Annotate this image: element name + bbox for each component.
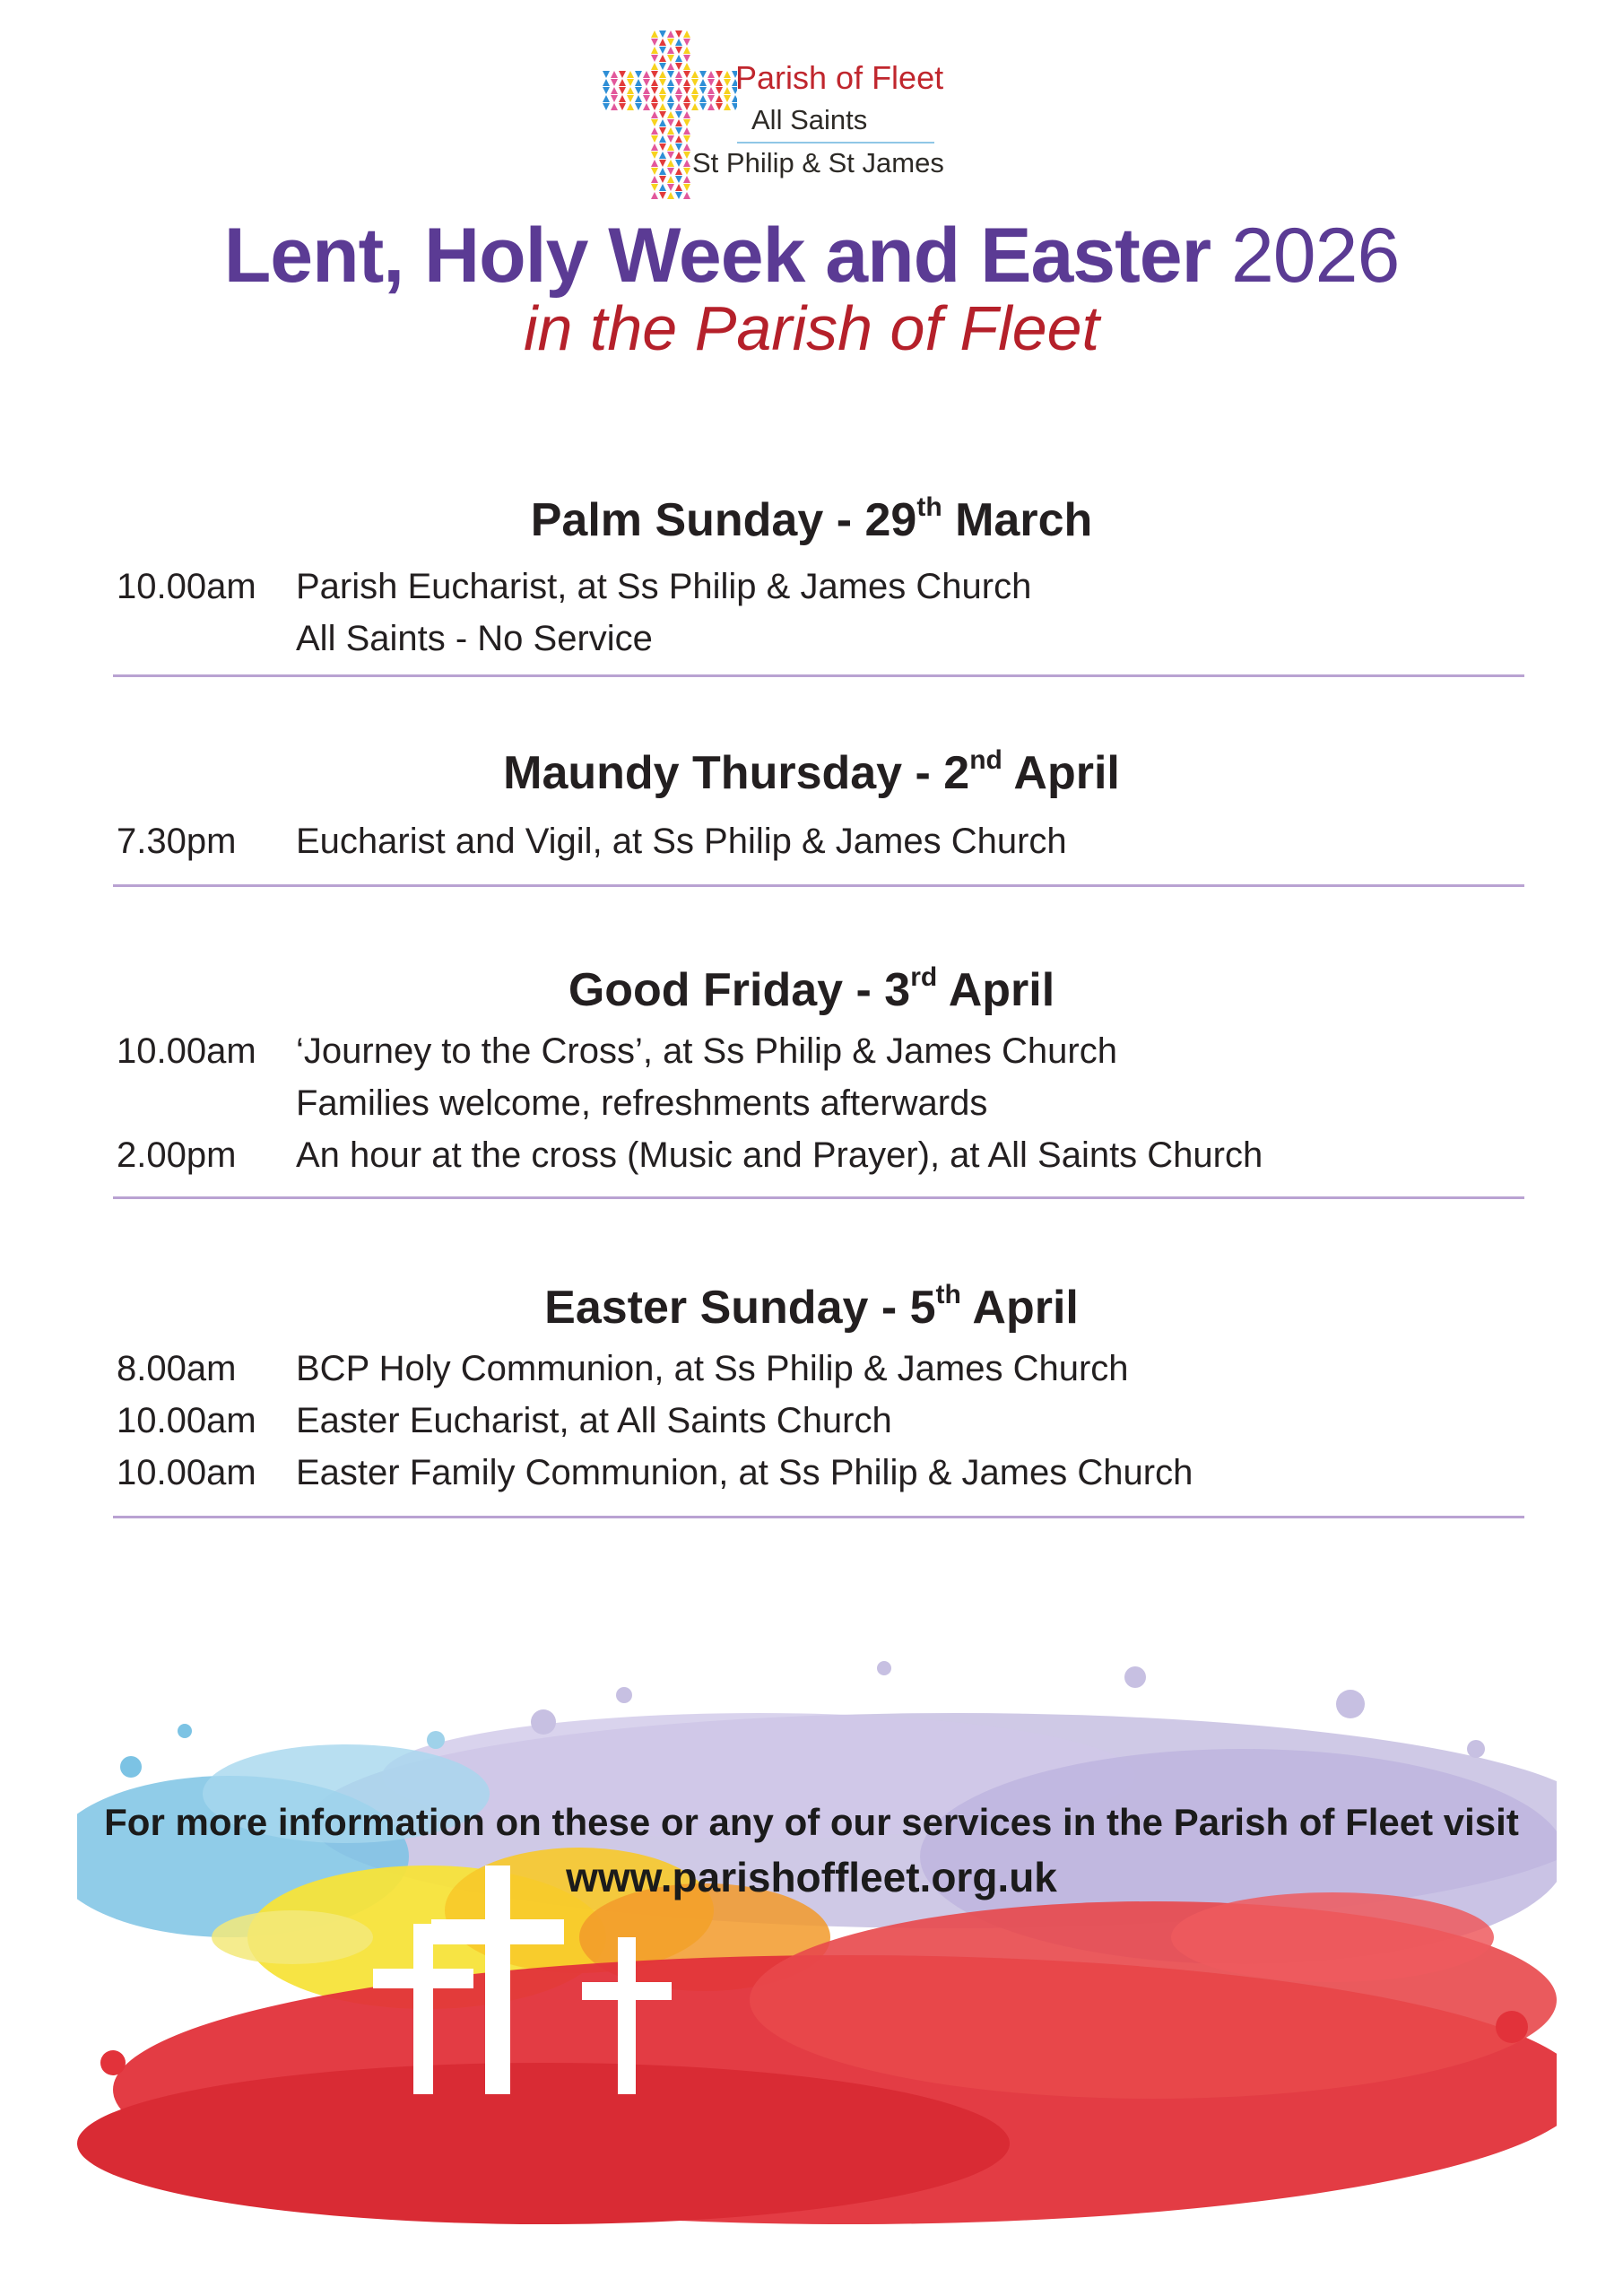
paint-splash-artwork: [77, 1641, 1557, 2224]
service-desc: BCP Holy Communion, at Ss Philip & James Church: [296, 1349, 1129, 1388]
section-divider: [113, 674, 1524, 677]
section-divider: [113, 1196, 1524, 1199]
service-time: 7.30pm: [117, 822, 237, 861]
service-row: [117, 1135, 1263, 1176]
section-divider: [113, 884, 1524, 887]
section-heading-good-friday: Good Friday - 3rd April: [568, 962, 1055, 1016]
title-main: Lent, Holy Week and Easter: [223, 213, 1211, 299]
service-time: 10.00am: [117, 1031, 256, 1071]
service-row: [117, 619, 653, 659]
service-time: 10.00am: [117, 1401, 256, 1440]
title-year: 2026: [1230, 213, 1400, 299]
service-row: [117, 1349, 1129, 1389]
service-desc: Families welcome, refreshments afterwards: [296, 1083, 988, 1123]
section-heading-palm-sunday: Palm Sunday - 29th March: [530, 492, 1093, 546]
section-heading-easter-sunday: Easter Sunday - 5th April: [544, 1280, 1079, 1334]
service-row: [117, 1031, 1117, 1072]
service-row: [117, 1083, 987, 1124]
service-row: [117, 1401, 892, 1441]
service-time: 8.00am: [117, 1349, 237, 1388]
service-desc: All Saints - No Service: [296, 619, 653, 658]
logo-church-st-philip-st-james: St Philip & St James: [692, 147, 944, 178]
footer-website-link[interactable]: www.parishoffleet.org.uk: [566, 1854, 1057, 1900]
page-subtitle: in the Parish of Fleet: [524, 293, 1099, 363]
service-desc: ‘Journey to the Cross’, at Ss Philip & James Church: [296, 1031, 1117, 1071]
service-time: 2.00pm: [117, 1135, 237, 1175]
page-title: [0, 212, 1623, 300]
parish-logo: [603, 30, 961, 199]
service-row: [117, 567, 1031, 607]
service-row: [117, 1453, 1193, 1493]
service-time: 10.00am: [117, 567, 256, 606]
service-desc: Easter Eucharist, at All Saints Church: [296, 1401, 892, 1440]
service-desc: Easter Family Communion, at Ss Philip & James Church: [296, 1453, 1193, 1492]
service-desc: Parish Eucharist, at Ss Philip & James Church: [296, 567, 1032, 606]
logo-parish-name: Parish of Fleet: [735, 59, 944, 96]
section-divider: [113, 1516, 1524, 1518]
service-row: [117, 822, 1067, 862]
service-desc: Eucharist and Vigil, at Ss Philip & James Church: [296, 822, 1067, 861]
service-time: 10.00am: [117, 1453, 256, 1492]
footer-info: For more information on these or any of our services in the Parish of Fleet visit: [104, 1801, 1519, 1843]
service-desc: An hour at the cross (Music and Prayer), at All Saints Church: [296, 1135, 1263, 1175]
logo-church-all-saints: All Saints: [751, 104, 868, 135]
logo-divider: [737, 142, 934, 144]
section-heading-maundy-thursday: Maundy Thursday - 2nd April: [503, 745, 1120, 799]
